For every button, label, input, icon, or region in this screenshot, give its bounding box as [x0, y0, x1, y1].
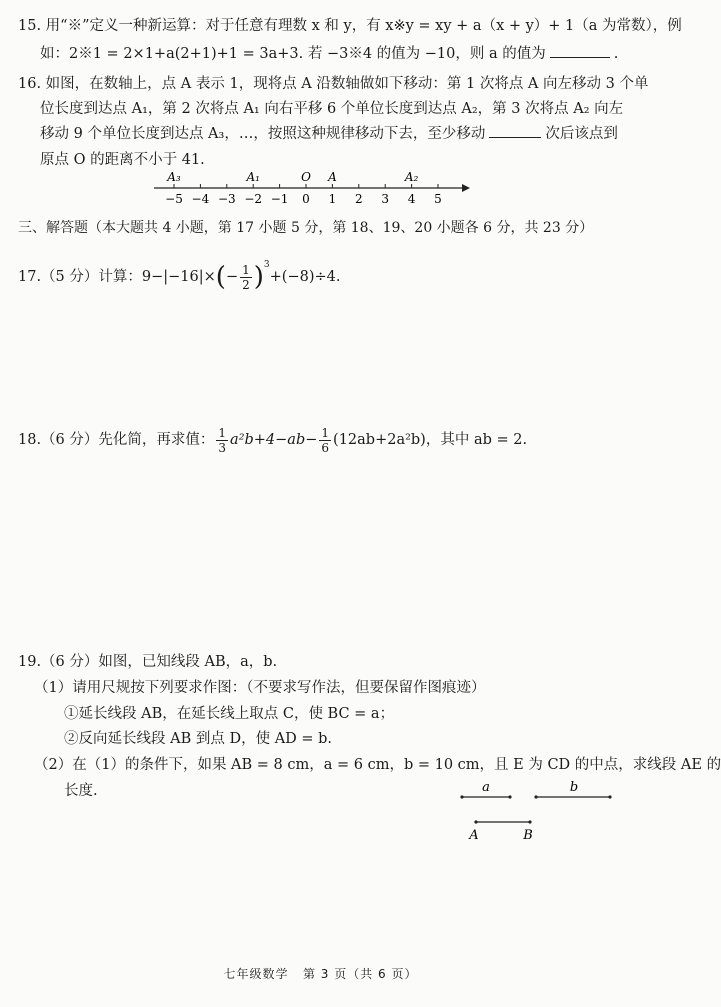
- q17-fraction: $\frac{1}{2}$: [242, 262, 250, 292]
- q18-expression: [18, 425, 527, 455]
- q18-fraction-2: $\frac{1}{6}$: [321, 425, 330, 455]
- number-line-points: [166, 170, 418, 184]
- q15-line2-end: .: [613, 46, 619, 62]
- q15-line2-text: 如：2※1 = 2×1+a(2+1)+1 = 3a+3. 若 −3※4 的值为 −10，则 a 的值为: [40, 46, 546, 62]
- tick-label: −4: [191, 192, 210, 206]
- q16-line3-end: 次后该点到: [545, 126, 618, 142]
- q16-answer-blank[interactable]: [489, 125, 541, 138]
- point-label: A: [328, 170, 337, 184]
- tick-label: 5: [434, 192, 442, 206]
- number-line-ticks: [165, 184, 442, 206]
- tick-label: 3: [381, 192, 390, 206]
- page-footer: 七年级数学 第 3 页（共 6 页）: [223, 967, 418, 981]
- q19-title: 19.（6 分）如图，已知线段 AB，a，b.: [18, 654, 278, 670]
- q18-prefix: 18.（6 分）先化简，再求值：: [18, 432, 215, 448]
- q17-expression: 17.（5 分）计算：9−|−16|×(− $\frac{1}{2}$ )$^3$+(−8)÷4.: [18, 260, 341, 292]
- point-B-label: B: [523, 828, 533, 843]
- tick-label: 1: [328, 192, 337, 206]
- tick-label: 0: [302, 192, 310, 206]
- tick-label: 2: [354, 192, 363, 206]
- q16-line2: 位长度到达点 A₁，第 2 次将点 A₁ 向右平移 6 个单位长度到达点 A₂，第 3 次将点 A₂ 向左: [40, 101, 624, 117]
- number-line: [150, 168, 470, 208]
- tick-label: −2: [244, 192, 263, 206]
- point-label: A₂: [404, 170, 419, 184]
- point-label: A₁: [246, 170, 260, 184]
- q15-line2: [40, 42, 618, 63]
- q15-line1: 15. 用“※”定义一种新运算：对于任意有理数 x 和 y，有 x※y = xy + a（x + y）+ 1（a 为常数），例: [18, 18, 682, 34]
- section-heading: 三、解答题（本大题共 4 小题，第 17 小题 5 分，第 18、19、20 小题各 6 分，共 23 分）: [18, 220, 594, 236]
- q19-part2-line1: （2）在（1）的条件下，如果 AB = 8 cm，a = 6 cm，b = 10 cm，且 E 为 CD 的中点，求线段 AE 的: [34, 757, 721, 773]
- tick-label: 4: [407, 192, 416, 206]
- q18-suffix: (12ab+2a²b)，其中 ab = 2.: [333, 432, 528, 448]
- segment-a-label: a: [482, 780, 490, 795]
- q19-part2-line2: 长度.: [64, 783, 98, 799]
- point-label: A₃: [167, 170, 181, 184]
- q19-part1b: ②反向延长线段 AB 到点 D，使 AD = b.: [64, 731, 333, 747]
- arrow-right-icon: [462, 184, 470, 192]
- q17-suffix: +(−8)÷4.: [269, 269, 341, 285]
- segments-figure: [450, 775, 620, 845]
- tick-label: −1: [270, 192, 289, 206]
- tick-label: −5: [165, 192, 183, 206]
- q18-fraction-1: $\frac{1}{3}$: [218, 425, 227, 455]
- q16-line3: [40, 122, 618, 143]
- q16-line1: 16. 如图，在数轴上，点 A 表示 1，现将点 A 沿数轴做如下移动：第 1 次将点 A 向左移动 3 个单: [18, 76, 649, 92]
- q16-line3-text: 移动 9 个单位长度到达点 A₃，…，按照这种规律移动下去，至少移动: [40, 126, 486, 142]
- q15-answer-blank[interactable]: [550, 45, 610, 58]
- tick-label: −3: [217, 192, 236, 206]
- q19-part1a: ①延长线段 AB，在延长线上取点 C，使 BC = a；: [64, 706, 395, 722]
- point-label: O: [301, 170, 311, 184]
- point-A-label: A: [469, 828, 479, 843]
- q19-part1: （1）请用尺规按下列要求作图：（不要求写作法，但要保留作图痕迹）: [34, 680, 486, 696]
- q17-prefix: 17.（5 分）计算：9−|−16|×: [18, 269, 216, 285]
- q16-line4: 原点 O 的距离不小于 41.: [40, 152, 205, 168]
- segment-b-label: b: [569, 780, 579, 795]
- q17-exponent: 3: [263, 260, 270, 270]
- q18-middle: a²b+4−ab−: [230, 432, 318, 448]
